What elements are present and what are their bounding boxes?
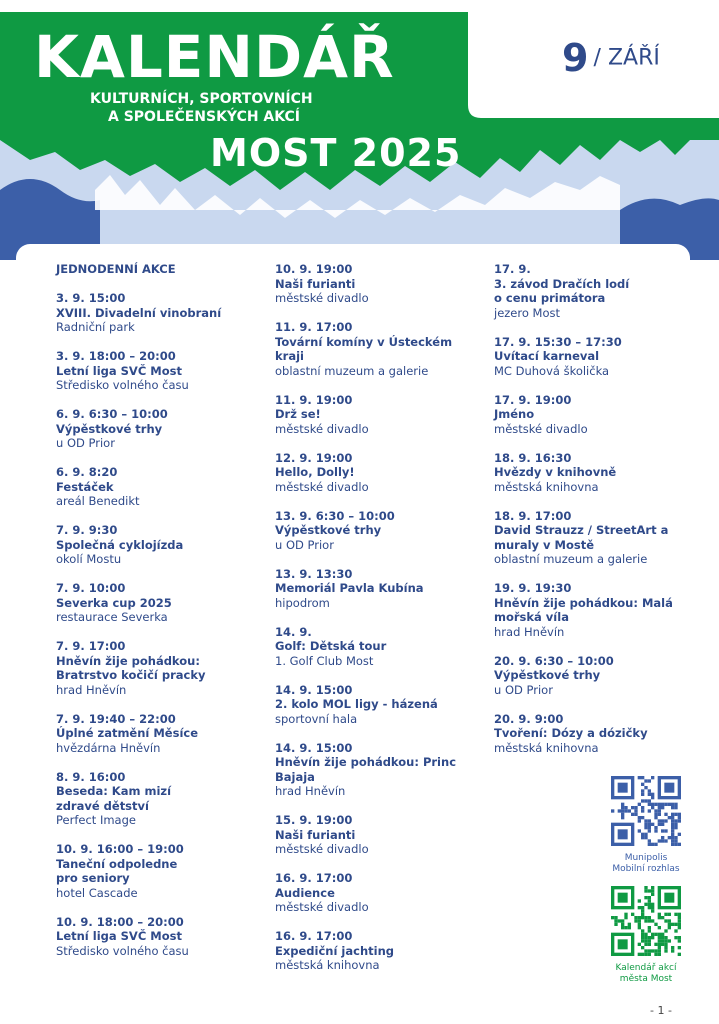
event-item	[56, 465, 266, 509]
event-name: 3. závod Dračích lodí o cenu primátora	[494, 276, 630, 305]
events-card	[16, 244, 690, 992]
event-name: XVIII. Divadelní vinobraní	[56, 305, 222, 320]
event-datetime: 17. 9. 19:00	[494, 392, 572, 407]
event-venue: restaurace Severka	[56, 610, 168, 624]
event-item	[56, 639, 266, 697]
event-item	[275, 871, 485, 915]
event-name: Výpěstkové trhy	[275, 523, 382, 537]
section-heading: JEDNODENNÍ AKCE	[56, 262, 176, 276]
event-name: Expediční jachting	[275, 943, 394, 958]
event-venue: jezero Most	[494, 305, 561, 320]
event-item	[56, 291, 266, 335]
event-item	[494, 581, 704, 639]
event-item	[275, 625, 485, 669]
event-item	[275, 509, 485, 553]
event-venue: městské divadlo	[275, 479, 369, 494]
event-datetime: 20. 9. 6:30 – 10:00	[494, 653, 614, 668]
event-name: Tvoření: Dózy a dózičky	[494, 726, 648, 740]
event-venue: Středisko volného času	[56, 943, 189, 958]
event-datetime: 18. 9. 17:00	[494, 508, 572, 523]
event-datetime: 3. 9. 18:00 – 20:00	[56, 349, 176, 363]
event-item	[494, 712, 704, 756]
event-name: Úplné zatmění Měsíce	[56, 726, 199, 740]
event-venue: oblastní muzeum a galerie	[494, 552, 648, 566]
event-datetime: 17. 9.	[494, 262, 531, 276]
subtitle-line-2: A SPOLEČENSKÝCH AKCÍ	[108, 109, 300, 125]
event-name: Letní liga SVČ Most	[56, 929, 182, 943]
event-venue: Středisko volného času	[56, 378, 189, 392]
event-name: Hněvín žije pohádkou: Malá mořská víla	[494, 595, 673, 624]
event-datetime: 10. 9. 16:00 – 19:00	[56, 842, 184, 856]
event-datetime: 11. 9. 19:00	[275, 392, 353, 407]
events-column-1	[56, 262, 266, 973]
month-name: / ZÁŘÍ	[593, 45, 660, 71]
event-datetime: 7. 9. 17:00	[56, 639, 126, 653]
event-name: Hvězdy v knihovně	[494, 465, 617, 479]
event-name: Výpěstkové trhy	[56, 421, 163, 436]
event-venue: městské divadlo	[275, 421, 369, 436]
event-item	[275, 451, 485, 495]
event-datetime: 6. 9. 6:30 – 10:00	[56, 407, 168, 421]
event-item	[494, 335, 704, 379]
event-datetime: 7. 9. 10:00	[56, 581, 126, 595]
event-venue: hvězdárna Hněvín	[56, 740, 161, 755]
event-name: Taneční odpoledne pro seniory	[56, 856, 178, 885]
event-venue: areál Benedikt	[56, 494, 140, 508]
event-datetime: 3. 9. 15:00	[56, 291, 126, 305]
month-number: 9	[562, 36, 589, 80]
event-venue: 1. Golf Club Most	[275, 653, 374, 668]
event-datetime: 14. 9.	[275, 624, 312, 639]
event-name: Hněvín žije pohádkou: Princ Bajaja	[275, 755, 457, 784]
calendar-subtitle	[90, 90, 313, 126]
event-datetime: 16. 9. 17:00	[275, 929, 353, 943]
event-venue: hrad Hněvín	[275, 784, 346, 798]
event-item	[56, 712, 266, 756]
event-item	[56, 581, 266, 625]
event-venue: městská knihovna	[494, 479, 599, 494]
event-venue: hipodrom	[275, 595, 330, 610]
event-name: Hello, Dolly!	[275, 465, 355, 479]
event-datetime: 7. 9. 9:30	[56, 523, 118, 537]
event-item	[56, 349, 266, 393]
event-venue: oblastní muzeum a galerie	[275, 363, 429, 378]
event-name: Golf: Dětská tour	[275, 639, 387, 653]
event-item	[56, 770, 266, 828]
event-datetime: 10. 9. 19:00	[275, 262, 353, 276]
qr-label-calendar: Kalendář akcí města Most	[615, 963, 677, 984]
event-datetime: 20. 9. 9:00	[494, 711, 564, 726]
month-indicator	[562, 36, 660, 80]
event-venue: městská knihovna	[494, 740, 599, 755]
event-name: Jméno	[494, 407, 535, 421]
subtitle-line-1: KULTURNÍCH, SPORTOVNÍCH	[90, 91, 313, 107]
event-name: Festáček	[56, 479, 114, 494]
event-datetime: 7. 9. 19:40 – 22:00	[56, 711, 176, 726]
qr-code-icon[interactable]	[611, 776, 681, 846]
event-venue: okolí Mostu	[56, 552, 122, 566]
event-name: 2. kolo MOL ligy - házená	[275, 697, 438, 711]
event-name: Naši furianti	[275, 276, 356, 291]
event-venue: MC Duhová školička	[494, 363, 610, 378]
event-venue: sportovní hala	[275, 711, 358, 726]
event-name: Severka cup 2025	[56, 595, 172, 610]
event-name: Společná cyklojízda	[56, 537, 184, 552]
event-datetime: 13. 9. 6:30 – 10:00	[275, 508, 395, 523]
event-datetime: 11. 9. 17:00	[275, 320, 353, 334]
event-name: Uvítací karneval	[494, 349, 600, 363]
event-datetime: 12. 9. 19:00	[275, 450, 353, 465]
event-item	[275, 320, 485, 378]
event-item	[494, 393, 704, 437]
event-item	[494, 451, 704, 495]
event-item	[494, 262, 704, 320]
event-venue: hrad Hněvín	[494, 624, 565, 639]
calendar-title: KALENDÁŘ	[34, 23, 395, 91]
event-venue: Radniční park	[56, 320, 135, 334]
event-item	[56, 842, 266, 900]
event-venue: u OD Prior	[275, 537, 334, 552]
event-datetime: 15. 9. 19:00	[275, 813, 353, 827]
event-name: David Strauzz / StreetArt a muraly v Mostě	[494, 523, 669, 552]
event-item	[56, 915, 266, 959]
event-item	[275, 813, 485, 857]
event-datetime: 8. 9. 16:00	[56, 769, 126, 784]
page-number: - 1 -	[650, 1004, 672, 1017]
event-item	[275, 741, 485, 799]
event-item	[494, 654, 704, 698]
event-item	[275, 262, 485, 306]
event-name: Beseda: Kam mizí zdravé dětství	[56, 784, 172, 813]
event-item	[275, 929, 485, 973]
event-name: Drž se!	[275, 407, 321, 421]
event-datetime: 6. 9. 8:20	[56, 465, 118, 479]
event-datetime: 14. 9. 15:00	[275, 740, 353, 755]
event-venue: hotel Cascade	[56, 885, 138, 900]
city-year: MOST 2025	[210, 131, 462, 175]
event-datetime: 13. 9. 13:30	[275, 566, 353, 581]
event-item	[275, 567, 485, 611]
event-venue: hrad Hněvín	[56, 682, 127, 697]
event-name: Memoriál Pavla Kubína	[275, 581, 424, 595]
event-name: Naši furianti	[275, 827, 356, 842]
event-name: Audience	[275, 885, 335, 900]
event-datetime: 16. 9. 17:00	[275, 871, 353, 885]
event-venue: u OD Prior	[494, 682, 553, 697]
event-datetime: 18. 9. 16:30	[494, 450, 572, 465]
qr-code-icon[interactable]	[611, 886, 681, 956]
event-item	[56, 407, 266, 451]
event-venue: u OD Prior	[56, 436, 115, 450]
qr-label-munipolis: Munipolis Mobilní rozhlas	[612, 853, 680, 874]
event-item	[494, 509, 704, 567]
event-name: Hněvín žije pohádkou: Bratrstvo kočičí pracky	[56, 653, 206, 682]
event-name: Letní liga SVČ Most	[56, 363, 182, 378]
event-venue: Perfect Image	[56, 813, 136, 827]
events-column-2	[275, 262, 485, 987]
event-item	[275, 683, 485, 727]
event-item	[56, 523, 266, 567]
event-venue: městské divadlo	[275, 291, 369, 305]
event-datetime: 17. 9. 15:30 – 17:30	[494, 334, 622, 349]
event-name: Tovární komíny v Ústeckém kraji	[275, 334, 453, 363]
event-venue: městské divadlo	[494, 421, 588, 436]
event-item	[275, 393, 485, 437]
event-name: Výpěstkové trhy	[494, 668, 601, 682]
event-venue: městské divadlo	[275, 842, 369, 856]
event-venue: městské divadlo	[275, 900, 369, 914]
events-column-3	[494, 262, 704, 770]
event-datetime: 10. 9. 18:00 – 20:00	[56, 914, 184, 929]
event-datetime: 14. 9. 15:00	[275, 682, 353, 697]
event-venue: městská knihovna	[275, 958, 380, 972]
event-datetime: 19. 9. 19:30	[494, 581, 572, 595]
